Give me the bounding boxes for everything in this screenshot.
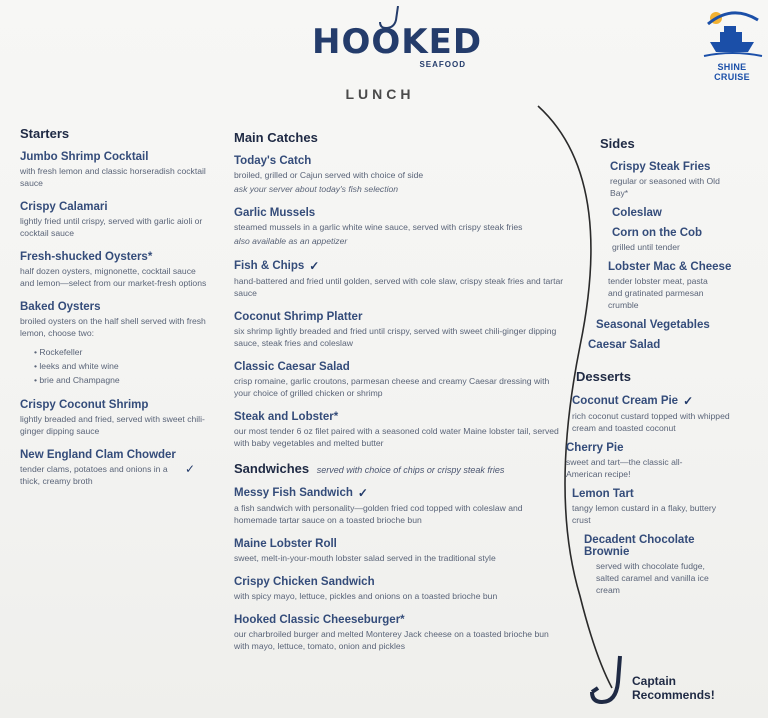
list-item bbox=[612, 227, 762, 253]
sides-title: Sides bbox=[600, 136, 635, 151]
item-desc: lightly fried until crispy, served with garlic aioli or cocktail sauce bbox=[20, 216, 203, 238]
brand-badge bbox=[700, 4, 764, 82]
list-item bbox=[234, 311, 564, 349]
item-name: Messy Fish Sandwich bbox=[234, 487, 353, 499]
list-item bbox=[234, 361, 564, 399]
item-name: Corn on the Cob bbox=[612, 227, 703, 239]
item-desc: tender clams, potatoes and onions in a thick, creamy broth bbox=[20, 464, 168, 486]
list-item bbox=[20, 251, 210, 289]
item-note: ask your server about today's fish selection bbox=[234, 184, 399, 194]
list-item bbox=[234, 486, 564, 526]
item-name: Today's Catch bbox=[234, 155, 312, 167]
item-desc: crisp romaine, garlic croutons, parmesan cheese and creamy Caesar dressing with your choice of grilled chicken or shrimp bbox=[234, 376, 550, 398]
item-name: Lemon Tart bbox=[572, 488, 634, 500]
item-name: Classic Caesar Salad bbox=[234, 361, 350, 373]
meal-title: LUNCH bbox=[345, 86, 415, 102]
item-name: Jumbo Shrimp Cocktail bbox=[20, 151, 149, 163]
item-desc: broiled oysters on the half shell served with fresh lemon, choose two: bbox=[20, 316, 206, 338]
item-name-row bbox=[234, 486, 564, 500]
sandwiches-title bbox=[234, 461, 564, 476]
item-note: also available as an appetizer bbox=[234, 236, 348, 246]
item-name: Steak and Lobster* bbox=[234, 411, 339, 423]
item-name: Lobster Mac & Cheese bbox=[608, 261, 732, 273]
item-name: Garlic Mussels bbox=[234, 207, 316, 219]
list-item bbox=[584, 534, 762, 596]
item-name: Coconut Cream Pie bbox=[572, 395, 679, 407]
item-name: Coleslaw bbox=[612, 207, 662, 219]
item-name: Coconut Shrimp Platter bbox=[234, 311, 363, 323]
item-name: Crispy Steak Fries bbox=[610, 161, 711, 173]
item-desc: a fish sandwich with personality—golden fried cod topped with coleslaw and homemade tartar sauce on a toasted brioche bun bbox=[234, 503, 523, 525]
item-desc: steamed mussels in a garlic white wine sauce, served with crispy steak fries bbox=[234, 222, 523, 232]
sandwiches-note: served with choice of chips or crispy steak fries bbox=[316, 465, 505, 475]
list-item bbox=[234, 538, 564, 564]
item-name: Maine Lobster Roll bbox=[234, 538, 337, 550]
list-item bbox=[234, 207, 564, 247]
captain-check-icon: ✓ bbox=[185, 462, 196, 476]
list-item bbox=[572, 488, 762, 526]
list-item bbox=[234, 155, 564, 195]
main-catches-title: Main Catches bbox=[234, 130, 318, 145]
item-desc: our most tender 6 oz filet paired with a seasoned cold water Maine lobster tail, served with baby vegetables and melted butter bbox=[234, 426, 559, 448]
sides-desserts-column bbox=[566, 136, 762, 604]
item-name-text: New England Clam Chowder bbox=[20, 449, 176, 461]
captain-check-icon: ✓ bbox=[683, 394, 694, 408]
item-name: Crispy Calamari bbox=[20, 201, 108, 213]
list-item bbox=[234, 259, 564, 299]
list-item bbox=[20, 301, 210, 387]
item-desc: served with chocolate fudge, salted caramel and vanilla ice cream bbox=[596, 561, 709, 595]
item-desc: broiled, grilled or Cajun served with choice of side bbox=[234, 170, 424, 180]
list-item bbox=[234, 576, 564, 602]
list-item bbox=[610, 161, 762, 199]
item-name: Baked Oysters bbox=[20, 301, 101, 313]
item-desc: hand-battered and fried until golden, served with cole slaw, crispy steak fries and tartar sauce bbox=[234, 276, 564, 298]
item-desc: tender lobster meat, pasta and gratinated parmesan crumble bbox=[608, 276, 708, 310]
item-desc: six shrimp lightly breaded and fried until crispy, served with sweet chili-ginger dipping sauce, steak fries and coleslaw bbox=[234, 326, 557, 348]
captain-recommends-label: Captain Recommends! bbox=[632, 674, 715, 702]
list-item bbox=[566, 442, 762, 480]
item-desc: with fresh lemon and classic horseradish cocktail sauce bbox=[20, 166, 206, 188]
item-desc-row bbox=[20, 463, 210, 487]
fishhook-icon bbox=[588, 652, 636, 710]
sandwiches-title-text: Sandwiches bbox=[234, 461, 310, 476]
item-name: Fresh-shucked Oysters* bbox=[20, 251, 153, 263]
item-desc: with spicy mayo, lettuce, pickles and onions on a toasted brioche bun bbox=[234, 591, 498, 601]
list-item bbox=[20, 449, 210, 487]
list-item bbox=[20, 201, 210, 239]
item-name: Crispy Coconut Shrimp bbox=[20, 399, 149, 411]
starters-title: Starters bbox=[20, 126, 70, 141]
starters-column bbox=[20, 126, 210, 499]
item-name: Seasonal Vegetables bbox=[596, 319, 710, 331]
list-item bbox=[588, 339, 762, 351]
list-item bbox=[234, 614, 564, 652]
list-item bbox=[572, 394, 762, 434]
item-desc: tangy lemon custard in a flaky, buttery crust bbox=[572, 503, 717, 525]
item-name: Decadent Chocolate Brownie bbox=[584, 534, 695, 558]
item-desc: grilled until tender bbox=[612, 242, 680, 252]
item-desc: our charbroiled burger and melted Monterey Jack cheese on a toasted brioche bun with mayo, lettuce, tomato, onion and pickles bbox=[234, 629, 549, 651]
captain-check-icon: ✓ bbox=[309, 259, 320, 273]
item-name: Hooked Classic Cheeseburger* bbox=[234, 614, 405, 626]
logo-subtitle: SEAFOOD bbox=[419, 60, 466, 69]
brand-name: SHINE CRUISE bbox=[714, 62, 750, 82]
item-name: Caesar Salad bbox=[588, 339, 661, 351]
desserts-title: Desserts bbox=[576, 369, 631, 384]
item-name: Fish & Chips bbox=[234, 260, 305, 272]
list-item bbox=[608, 261, 762, 311]
main-column bbox=[234, 130, 564, 664]
item-name: Crispy Chicken Sandwich bbox=[234, 576, 375, 588]
list-item bbox=[596, 319, 762, 331]
item-desc: regular or seasoned with Old Bay* bbox=[610, 176, 720, 198]
hooked-logo bbox=[312, 16, 483, 76]
list-item bbox=[20, 151, 210, 189]
item-name-row bbox=[572, 394, 762, 408]
cruise-ship-icon bbox=[700, 4, 764, 62]
option-bullet: • brie and Champagne bbox=[34, 375, 120, 385]
captain-check-icon: ✓ bbox=[357, 486, 368, 500]
item-desc: sweet, melt-in-your-mouth lobster salad served in the traditional style bbox=[234, 553, 496, 563]
item-desc: lightly breaded and fried, served with sweet chili-ginger dipping sauce bbox=[20, 414, 205, 436]
item-name bbox=[20, 449, 210, 461]
option-bullet: • leeks and white wine bbox=[34, 361, 119, 371]
list-item bbox=[612, 207, 762, 219]
logo-wordmark: HOOKED bbox=[312, 22, 483, 62]
option-bullet: • Rockefeller bbox=[34, 347, 83, 357]
list-item bbox=[20, 399, 210, 437]
item-name: Cherry Pie bbox=[566, 442, 624, 454]
item-name-row bbox=[234, 259, 564, 273]
item-desc: sweet and tart—the classic all-American recipe! bbox=[566, 457, 683, 479]
list-item bbox=[234, 411, 564, 449]
item-desc: rich coconut custard topped with whipped cream and toasted coconut bbox=[572, 411, 730, 433]
item-desc: half dozen oysters, mignonette, cocktail sauce and lemon—select from our market-fresh options bbox=[20, 266, 207, 288]
